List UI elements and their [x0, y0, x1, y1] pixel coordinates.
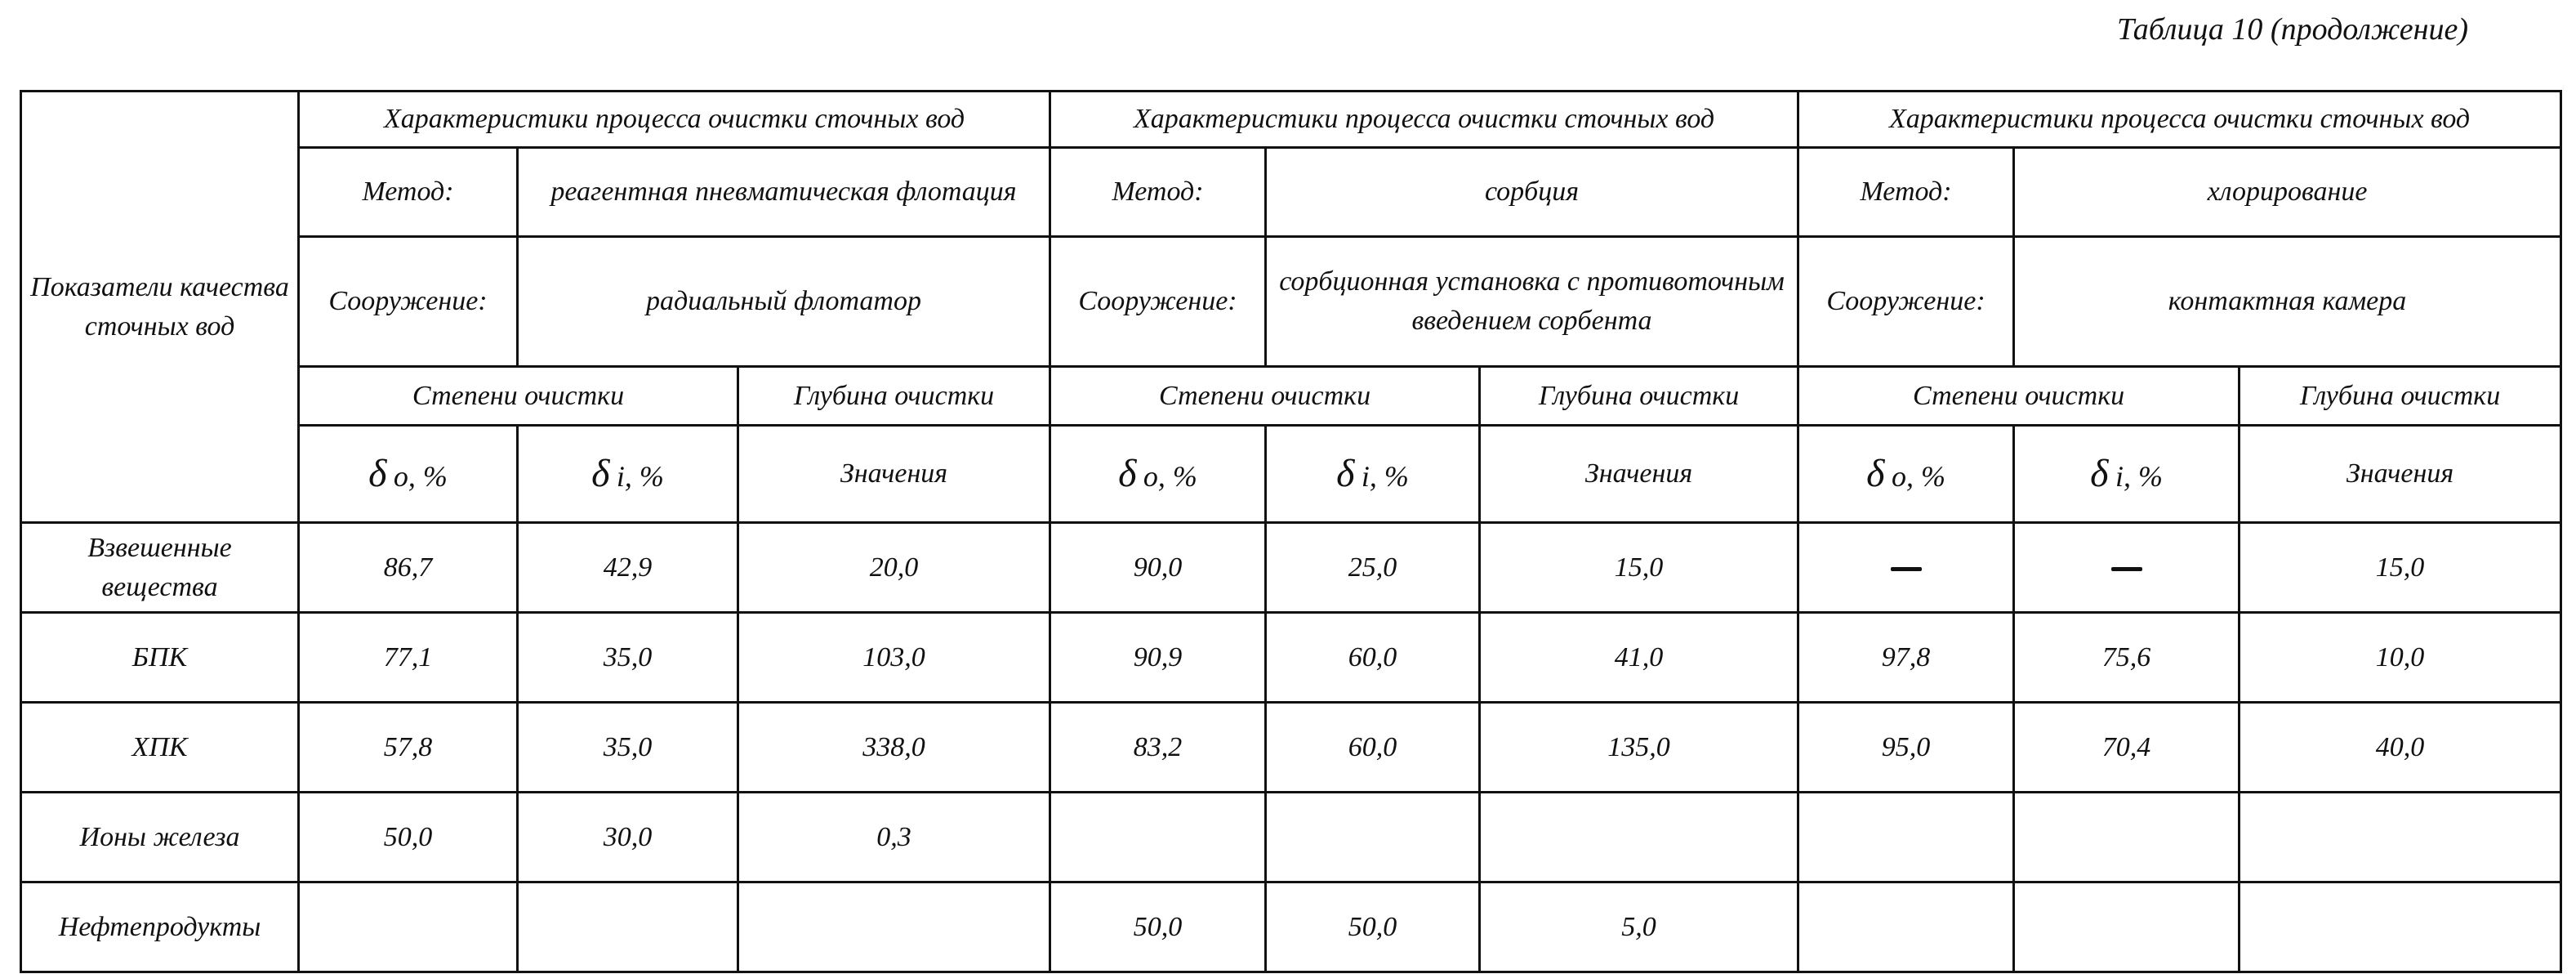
process-1-delta-o-header — [299, 426, 518, 523]
table-cell: 25,0 — [1266, 523, 1480, 613]
delta-symbol: δ — [591, 452, 610, 496]
delta-o-label: о, % — [393, 460, 448, 494]
table-cell: 97,8 — [1798, 613, 2014, 703]
table-cell: 90,9 — [1050, 613, 1266, 703]
table-cell: 70,4 — [2014, 703, 2240, 793]
table-row — [21, 523, 2561, 613]
dash-mark — [1891, 567, 1922, 571]
process-2-characteristics: Характеристики процесса очистки сточных вод — [1050, 92, 1798, 148]
table-cell: 10,0 — [2240, 613, 2561, 703]
table-cell — [1050, 793, 1266, 882]
table-cell: 50,0 — [299, 793, 518, 882]
row-header-indicators: Показатели качества сточных вод — [21, 92, 299, 523]
row-indicator: Нефтепродукты — [21, 882, 299, 972]
row-indicator: БПК — [21, 613, 299, 703]
process-3-characteristics: Характеристики процесса очистки сточных вод — [1798, 92, 2561, 148]
process-2-structure-label: Сооружение: — [1050, 237, 1266, 367]
process-1-method-value: реагентная пневматическая флотация — [518, 148, 1050, 237]
delta-o-label: о, % — [1143, 460, 1197, 494]
table-cell — [299, 882, 518, 972]
table-cell — [2240, 793, 2561, 882]
table-cell — [738, 882, 1050, 972]
process-1-method-label: Метод: — [299, 148, 518, 237]
dash-mark — [2111, 567, 2142, 571]
table-cell: 83,2 — [1050, 703, 1266, 793]
table-cell: 20,0 — [738, 523, 1050, 613]
process-1-structure-label: Сооружение: — [299, 237, 518, 367]
table-cell — [1480, 793, 1798, 882]
delta-symbol: δ — [1866, 452, 1885, 496]
table-cell: 15,0 — [1480, 523, 1798, 613]
delta-symbol: δ — [1336, 452, 1355, 496]
table-cell: 75,6 — [2014, 613, 2240, 703]
delta-i-label: i, % — [2115, 460, 2163, 494]
table-cell: 60,0 — [1266, 613, 1480, 703]
process-2-structure-value: сорбционная установка с противоточным введением сорбента — [1266, 237, 1798, 367]
delta-symbol: δ — [368, 452, 387, 496]
process-1-structure-value: радиальный флотатор — [518, 237, 1050, 367]
process-3-values-header: Значения — [2240, 426, 2561, 523]
table-row — [21, 882, 2561, 972]
header-row-structure — [21, 237, 2561, 367]
table-cell: 103,0 — [738, 613, 1050, 703]
table-cell: 338,0 — [738, 703, 1050, 793]
table-cell: 50,0 — [1266, 882, 1480, 972]
process-1-characteristics: Характеристики процесса очистки сточных вод — [299, 92, 1050, 148]
table-cell: 15,0 — [2240, 523, 2561, 613]
table-cell: 42,9 — [518, 523, 738, 613]
process-2-method-label: Метод: — [1050, 148, 1266, 237]
table-row — [21, 703, 2561, 793]
table-row — [21, 793, 2561, 882]
table-cell: 50,0 — [1050, 882, 1266, 972]
process-2-depth-label: Глубина очистки — [1480, 367, 1798, 426]
delta-o-label: о, % — [1891, 460, 1945, 494]
header-row-characteristics — [21, 92, 2561, 148]
process-3-delta-o-header — [1798, 426, 2014, 523]
table-cell: 60,0 — [1266, 703, 1480, 793]
process-2-delta-o-header — [1050, 426, 1266, 523]
table-cell — [1798, 882, 2014, 972]
process-3-method-label: Метод: — [1798, 148, 2014, 237]
delta-symbol: δ — [2090, 452, 2109, 496]
row-indicator: Ионы железа — [21, 793, 299, 882]
table-cell: 57,8 — [299, 703, 518, 793]
process-2-degrees-label: Степени очистки — [1050, 367, 1480, 426]
table-cell: 5,0 — [1480, 882, 1798, 972]
header-row-method — [21, 148, 2561, 237]
dash-cell — [1798, 523, 2014, 613]
process-1-delta-i-header — [518, 426, 738, 523]
table-cell: 86,7 — [299, 523, 518, 613]
table-cell: 35,0 — [518, 703, 738, 793]
table-cell: 135,0 — [1480, 703, 1798, 793]
table-cell: 41,0 — [1480, 613, 1798, 703]
treatment-table — [20, 90, 2562, 973]
table-cell — [2014, 793, 2240, 882]
process-3-structure-value: контактная камера — [2014, 237, 2561, 367]
delta-i-label: i, % — [616, 460, 664, 494]
process-3-depth-label: Глубина очистки — [2240, 367, 2561, 426]
table-cell — [1798, 793, 2014, 882]
delta-i-label: i, % — [1361, 460, 1409, 494]
table-cell — [518, 882, 738, 972]
delta-symbol: δ — [1118, 452, 1137, 496]
process-2-delta-i-header — [1266, 426, 1480, 523]
header-row-deltas — [21, 426, 2561, 523]
process-1-degrees-label: Степени очистки — [299, 367, 738, 426]
process-3-method-value: хлорирование — [2014, 148, 2561, 237]
table-cell: 30,0 — [518, 793, 738, 882]
table-cell — [2014, 882, 2240, 972]
table-cell — [2240, 882, 2561, 972]
process-3-structure-label: Сооружение: — [1798, 237, 2014, 367]
process-2-values-header: Значения — [1480, 426, 1798, 523]
row-indicator: Взвешенные вещества — [21, 523, 299, 613]
dash-cell — [2014, 523, 2240, 613]
header-row-degrees — [21, 367, 2561, 426]
table-cell: 77,1 — [299, 613, 518, 703]
table-caption: Таблица 10 (продолжение) — [2116, 12, 2468, 47]
table-cell: 35,0 — [518, 613, 738, 703]
process-3-degrees-label: Степени очистки — [1798, 367, 2240, 426]
process-1-values-header: Значения — [738, 426, 1050, 523]
process-2-method-value: сорбция — [1266, 148, 1798, 237]
table-cell: 90,0 — [1050, 523, 1266, 613]
data-table-container — [20, 90, 2560, 973]
process-1-depth-label: Глубина очистки — [738, 367, 1050, 426]
table-cell — [1266, 793, 1480, 882]
process-3-delta-i-header — [2014, 426, 2240, 523]
table-row — [21, 613, 2561, 703]
table-cell: 95,0 — [1798, 703, 2014, 793]
table-cell: 40,0 — [2240, 703, 2561, 793]
row-indicator: ХПК — [21, 703, 299, 793]
table-cell: 0,3 — [738, 793, 1050, 882]
